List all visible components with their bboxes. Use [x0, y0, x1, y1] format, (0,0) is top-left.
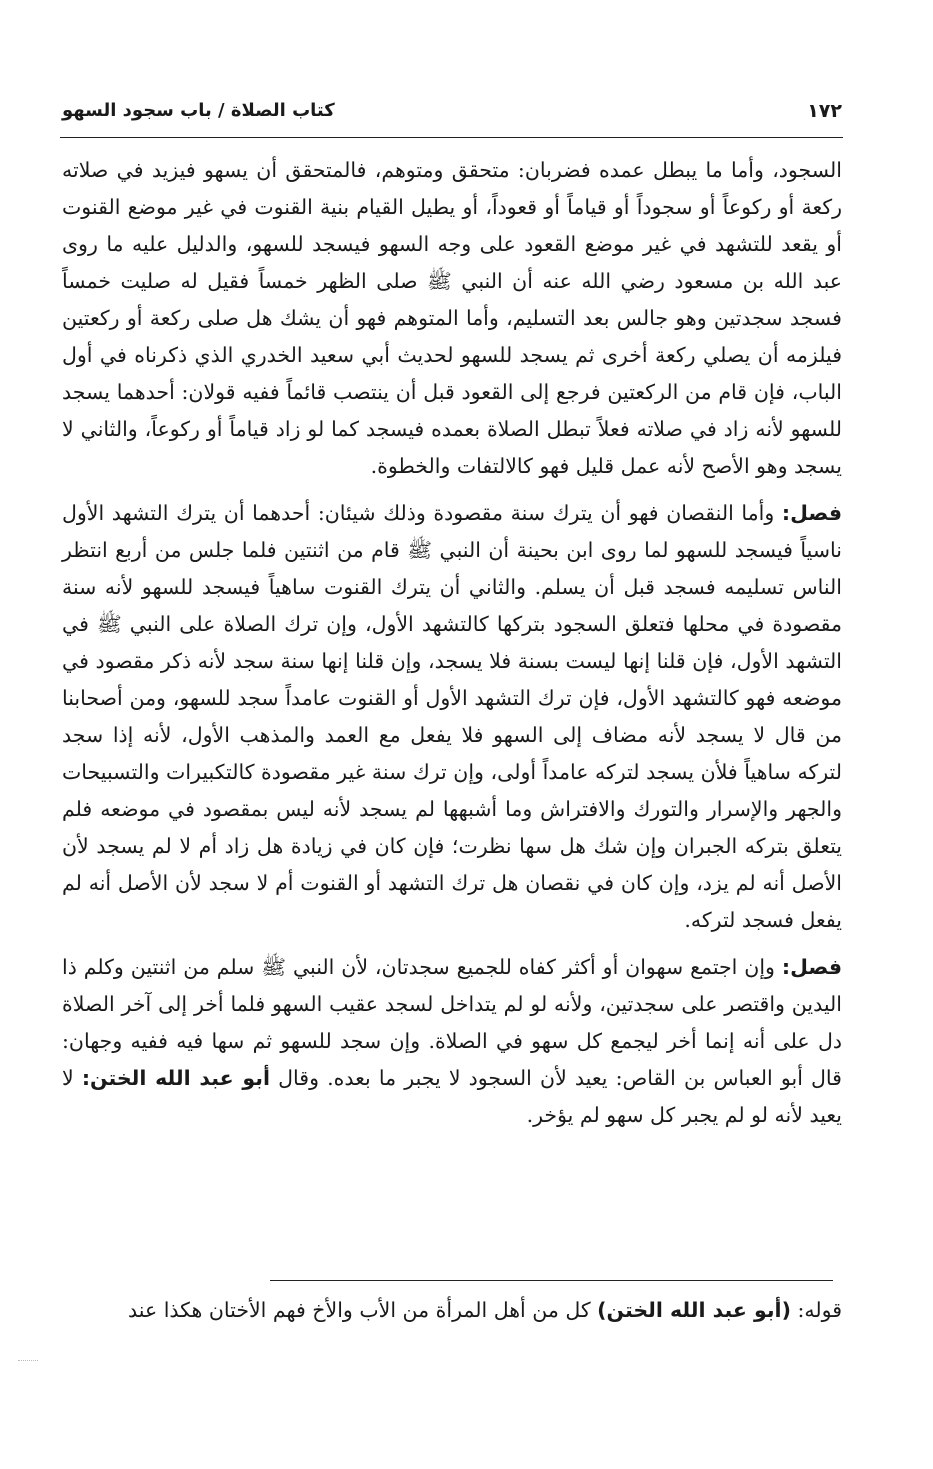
paragraph-1	[62, 152, 842, 485]
paragraph-3-text-b: لا يعيد لأنه لو لم يجبر كل سهو لم يؤخر.	[62, 1066, 842, 1127]
main-text	[62, 152, 842, 1134]
footnote	[62, 1292, 842, 1329]
scan-artifact	[18, 1360, 38, 1361]
paragraph-3	[62, 949, 842, 1134]
page-number: ١٧٢	[807, 100, 842, 122]
scholar-name: أبو عبد الله الختن:	[81, 1066, 270, 1090]
paragraph-2-text: وأما النقصان فهو أن يترك سنة مقصودة وذلك شيئان: أحدهما أن يترك التشهد الأول ناسياً فيسجد للسهو لما روى ابن بحينة أن النبي ﷺ قام من اثنتين فلما جلس من أربع انتظر الناس تسليمه فسجد قبل أن يسلم. والثاني أن يترك القنوت ساهياً فيسجد للسهو لأنه سنة مقصودة في محلها فتعلق السجود بتركها كالتشهد الأول، وإن ترك الصلاة على النبي ﷺ في التشهد الأول، فإن قلنا إنها ليست بسنة فلا يسجد، وإن قلنا إنها سنة سجد لأنه ذكر مقصود في موضعه فهو كالتشهد الأول، فإن ترك التشهد الأول أو القنوت عامداً سجد للسهو، ومن أصحابنا من قال لا يسجد لأنه مضاف إلى السهو فلا يفعل مع العمد والمذهب الأول، لأنه إذا سجد لتركه ساهياً فلأن يسجد لتركه عامداً أولى، وإن ترك سنة غير مقصودة كالتكبيرات والتسبيحات والجهر والإسرار والتورك والافتراش وما أشبهها لم يسجد لأنه ليس بمقصود في موضعه فلم يتعلق بتركه الجبران وإن شك هل سها نظرت؛ فإن كان في زيادة هل زاد أم لا لم يسجد لأن الأصل أنه لم يزد، وإن كان في نقصان هل ترك التشهد أو القنوت أم لا سجد لأن الأصل أنه لم يفعل فسجد لتركه.	[62, 501, 842, 932]
section-lead-fasl: فصل:	[781, 501, 842, 525]
running-title: كتاب الصلاة / باب سجود السهو	[62, 100, 335, 121]
footnote-name: (أبو عبد الله الختن)	[597, 1298, 791, 1322]
footnote-prefix: قوله:	[790, 1298, 842, 1322]
paragraph-2	[62, 495, 842, 939]
section-lead-fasl: فصل:	[781, 955, 842, 979]
header-rule	[60, 137, 843, 138]
footnote-text: كل من أهل المرأة من الأب والأخ فهم الأختان هكذا عند	[128, 1298, 598, 1322]
paragraph-3-text-a: وإن اجتمع سهوان أو أكثر كفاه للجميع سجدتان، لأن النبي ﷺ سلم من اثنتين وكلم ذا اليدين واقتصر على سجدتين، ولأنه لو لم يتداخل لسجد عقيب السهو فلما أخر إلى آخر الصلاة دل على أنه إنما أخر ليجمع كل سهو في الصلاة. وإن سجد للسهو ثم سها فيه ففيه وجهان: قال أبو العباس بن القاص: يعيد لأن السجود لا يجبر ما بعده. وقال	[62, 955, 842, 1090]
running-head	[62, 100, 842, 134]
paragraph-1-text: السجود، وأما ما يبطل عمده فضربان: متحقق ومتوهم، فالمتحقق أن يسهو فيزيد في صلاته ركعة أو ركوعاً أو سجوداً أو قياماً أو قعوداً، أو يطيل القيام بنية القنوت في غير موضع القنوت أو يقعد للتشهد في غير موضع القعود على وجه السهو فيسجد للسهو، والدليل عليه ما روى عبد الله بن مسعود رضي الله عنه أن النبي ﷺ صلى الظهر خمساً فقيل له صليت خمساً فسجد سجدتين وهو جالس بعد التسليم، وأما المتوهم فهو أن يشك هل صلى ركعة أو ركعتين فيلزمه أن يصلي ركعة أخرى ثم يسجد للسهو لحديث أبي سعيد الخدري الذي ذكرناه في أول الباب، فإن قام من الركعتين فرجع إلى القعود قبل أن ينتصب قائماً ففيه قولان: أحدهما يسجد للسهو لأنه زاد في صلاته فعلاً تبطل الصلاة بعمده فيسجد كما لو زاد قياماً أو ركوعاً، والثاني لا يسجد وهو الأصح لأنه عمل قليل فهو كالالتفات والخطوة.	[62, 158, 842, 478]
footnote-rule	[270, 1280, 833, 1281]
